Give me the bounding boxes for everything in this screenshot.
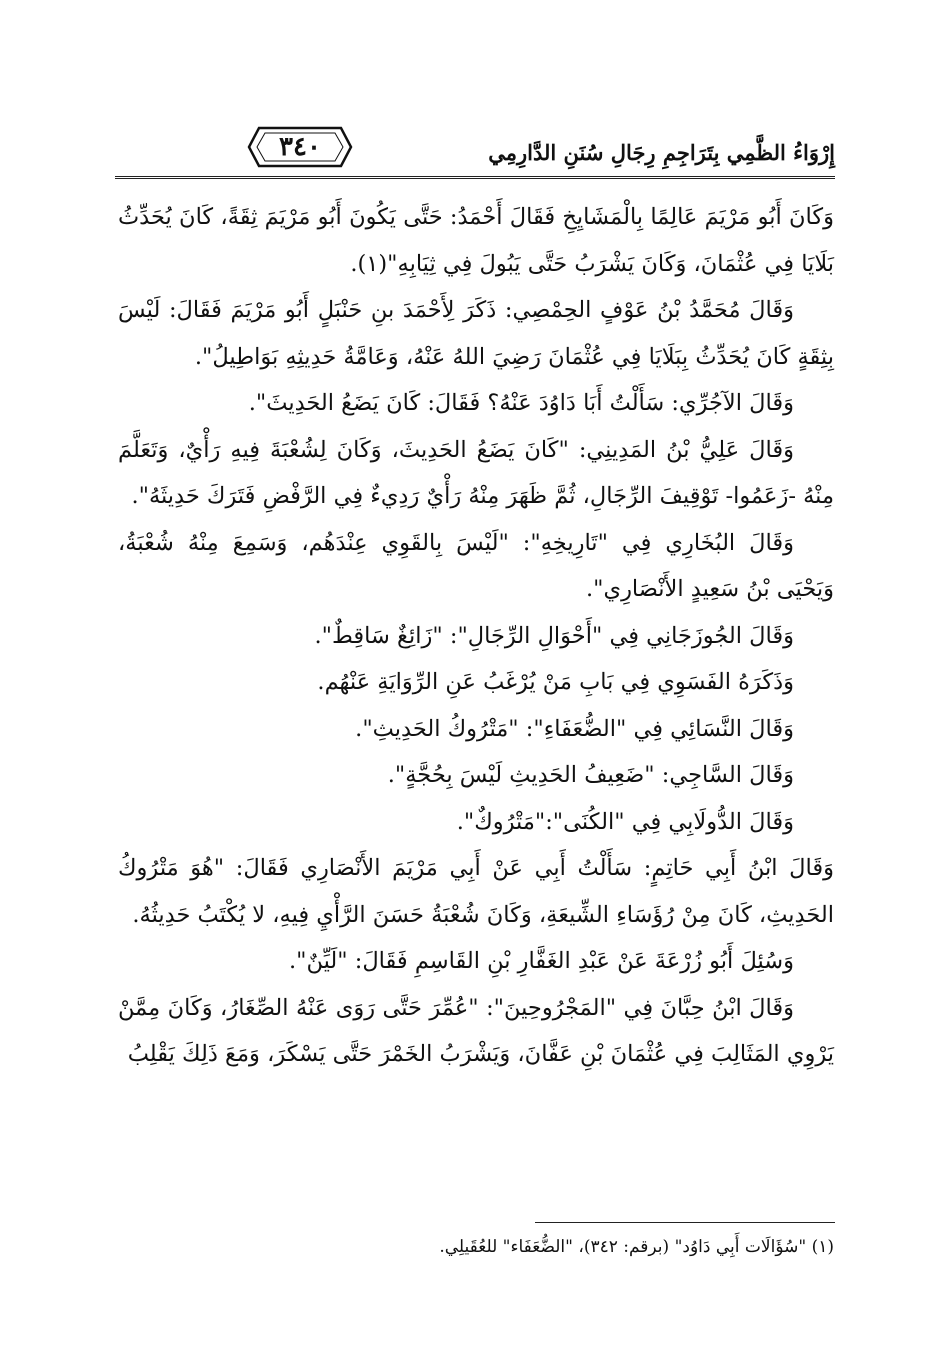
page-number: ٣٤٠ — [279, 132, 321, 162]
main-text — [118, 194, 834, 1078]
running-title: إِرْوَاءُ الظَّمِي بِتَرَاجِمِ رِجَالِ سُنَنِ الدَّارِمِي — [488, 140, 835, 165]
paragraph: وَقَالَ الجُوزَجَانِي فِي "أَحْوَالِ الرِّجَالِ": "زَائِغٌ سَاقِطٌ". — [314, 622, 794, 649]
header-divider — [115, 176, 835, 179]
paragraph: وَقَالَ النَّسَائِي فِي "الضُّعَفَاءِ": "مَتْرُوكُ الحَدِيثِ". — [355, 715, 794, 742]
paragraph: وَقَالَ عَلِيُّ بْنُ المَدِينِي: "كَانَ يَضَعُ الحَدِيثَ، وَكَانَ لِشُعْبَةَ فِيهِ رَأْيٌ، وَتَعَلَّمَ مِنْهُ -زَعَمُوا- تَوْقِيفَ الرِّجَالِ، ثُمَّ ظَهَرَ مِنْهُ رَأْيٌ رَدِيءٌ فِي الرَّفْضِ فَتَرَكَ حَدِيثَهُ". — [118, 436, 834, 509]
paragraph: وَقَالَ الآجُرِّي: سَأَلْتُ أَبَا دَاوُدَ عَنْهُ؟ فَقَالَ: كَانَ يَضَعُ الحَدِيثَ". — [248, 390, 794, 416]
paragraph: وَقَالَ ابْنُ أَبِي حَاتِمٍ: سَأَلْتُ أَبِي عَنْ أَبِي مَرْيَمَ الأَنْصَارِي فَقَالَ: "هُوَ مَتْرُوكُ الحَدِيثِ، كَانَ مِنْ رُؤَسَاءِ الشِّيعَةِ، وَكَانَ شُعْبَةُ حَسَنَ الرَّأْيِ فِيهِ، لا يُكْتَبُ حَدِيثُهُ. — [118, 855, 834, 928]
paragraph: وَقَالَ ابْنُ حِبَّانَ فِي "المَجْرُوحِينَ": "عُمِّرَ حَتَّى رَوَى عَنْهُ الصِّغَارُ، وَكَانَ مِمَّنْ يَرْوِي المَثَالِبَ فِي عُثْمَانَ بْنِ عَفَّانَ، وَيَشْرَبُ الخَمْرَ حَتَّى يَسْكَرَ، وَمَعَ ذَلِكَ يَقْلِبُ — [118, 994, 834, 1067]
page-number-badge — [245, 124, 355, 170]
paragraph: وَقَالَ الدُّولَابِي فِي "الكُنَى":"مَتْرُوكٌ". — [456, 808, 794, 835]
paragraph: وَقَالَ مُحَمَّدُ بْنُ عَوْفٍ الحِمْصِي: ذَكَرَ لِأَحْمَدَ بنِ حَنْبَلٍ أَبُو مَرْيَمَ فَقَالَ: لَيْسَ بِثِقَةٍ كَانَ يُحَدِّثُ بِبَلَايَا فِي عُثْمَانَ رَضِيَ اللهُ عَنْهُ، وَعَامَّةُ حَدِيثِهِ بَوَاطِيلُ". — [118, 297, 834, 370]
footnote-divider — [535, 1222, 835, 1223]
paragraph: وَسُئِلَ أَبُو زُرْعَةَ عَنْ عَبْدِ الغَفَّارِ بْنِ القَاسِمِ فَقَالَ: "لَيِّنٌ". — [288, 948, 794, 974]
paragraph: وَكَانَ أَبُو مَرْيَمَ عَالِمًا بِالْمَشَايِخِ فَقَالَ أَحْمَدُ: حَتَّى يَكُونَ أَبُو مَرْيَمَ ثِقَةً، كَانَ يُحَدِّثُ بَلَايَا فِي عُثْمَانَ، وَكَانَ يَشْرَبُ حَتَّى يَبُولَ فِي ثِيَابِهِ"(١). — [118, 204, 834, 277]
footnote: (١) "سُؤَالَات أَبِي دَاوُد" (برقم: ٣٤٢)، "الضُّعَفَاء" للعُقَيلِي. — [439, 1237, 834, 1257]
paragraph: وَقَالَ البُخَارِي فِي "تَارِيخِهِ": "لَيْسَ بِالقَوِي عِنْدَهُم، وَسَمِعَ مِنْهُ شُعْبَةُ، وَيَحْيَى بْنُ سَعِيدٍ الأَنْصَارِي". — [118, 529, 834, 602]
page-header — [115, 118, 835, 188]
paragraph: وَذَكَرَهُ الفَسَوِي فِي بَابِ مَنْ يُرْغَبُ عَنِ الرِّوَايَةِ عَنْهُم. — [317, 669, 794, 695]
paragraph: وَقَالَ السَّاجِي: "ضَعِيفُ الحَدِيثِ لَيْسَ بِحُجَّةٍ". — [387, 762, 794, 788]
